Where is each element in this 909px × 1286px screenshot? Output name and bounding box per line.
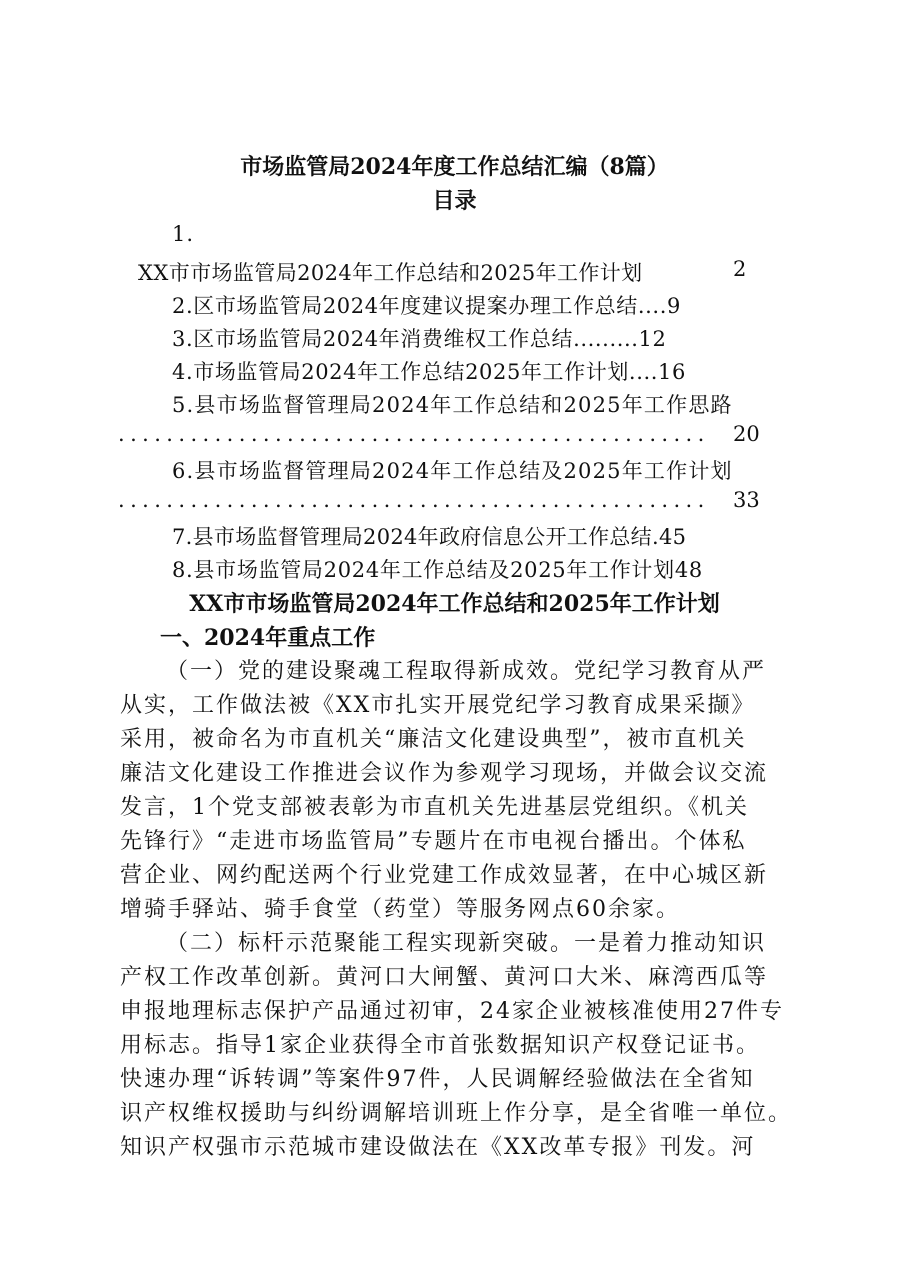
body-line: 产权工作改革创新。黄河口大闸蟹、黄河口大米、麻湾西瓜等 <box>120 965 769 990</box>
toc-item-6-text[interactable]: 6.县市场监督管理局2024年工作总结及2025年工作计划 <box>172 459 733 483</box>
body-line: 增骑手驿站、骑手食堂（药堂）等服务网点60余家。 <box>120 897 680 922</box>
body-line: 廉洁文化建设工作推进会议作为参观学习现场，并做会议交流 <box>120 761 769 786</box>
toc-item-6-page[interactable]: 33 <box>733 488 760 512</box>
toc-item-7[interactable]: 7.县市场监督管理局2024年政府信息公开工作总结.45 <box>172 525 687 549</box>
document-title: 市场监管局2024年度工作总结汇编（8篇） <box>240 154 669 180</box>
body-line: 申报地理标志保护产品通过初审，24家企业被核准使用27件专 <box>120 999 784 1024</box>
body-line: 从实，工作做法被《XX市扎实开展党纪学习教育成果采撷》 <box>120 693 756 718</box>
toc-item-5-page[interactable]: 20 <box>733 422 760 446</box>
body-line: 先锋行》“走进市场监管局”专题片在市电视台播出。个体私 <box>120 829 747 854</box>
body-line: 用标志。指导1家企业获得全市首张数据知识产权登记证书。 <box>120 1033 760 1058</box>
toc-item-1-number[interactable]: 1. <box>172 222 195 246</box>
toc-item-6-leader: ................................................. <box>118 488 710 512</box>
toc-item-1-text[interactable]: XX市市场监管局2024年工作总结和2025年工作计划 <box>138 261 643 285</box>
body-line: 发言，1个党支部被表彰为市直机关先进基层党组织。《机关 <box>120 795 749 820</box>
toc-item-5-leader: ................................................. <box>118 422 710 446</box>
toc-item-1-page[interactable]: 2 <box>733 257 747 281</box>
toc-item-4[interactable]: 4.市场监管局2024年工作总结2025年工作计划....16 <box>172 360 686 384</box>
toc-title: 目录 <box>432 188 477 214</box>
toc-item-2[interactable]: 2.区市场监管局2024年度建议提案办理工作总结....9 <box>172 294 681 318</box>
section-title: XX市市场监管局2024年工作总结和2025年工作计划 <box>189 591 720 617</box>
toc-item-5-text[interactable]: 5.县市场监督管理局2024年工作总结和2025年工作思路 <box>172 393 733 417</box>
toc-item-8[interactable]: 8.县市场监管局2024年工作总结及2025年工作计划48 <box>172 558 703 582</box>
body-line: （一）党的建设聚魂工程取得新成效。党纪学习教育从严 <box>166 659 767 684</box>
body-line: 采用，被命名为市直机关“廉洁文化建设典型”，被市直机关 <box>120 727 747 752</box>
toc-item-3[interactable]: 3.区市场监管局2024年消费维权工作总结.........12 <box>172 327 667 351</box>
body-line: 知识产权强市示范城市建设做法在《XX改革专报》刊发。河 <box>120 1135 756 1160</box>
body-line: 识产权维权援助与纠纷调解培训班上作分享，是全省唯一单位。 <box>120 1101 793 1126</box>
body-line: 快速办理“诉转调”等案件97件，人民调解经验做法在全省知 <box>120 1067 755 1092</box>
body-line: 营企业、网约配送两个行业党建工作成效显著，在中心城区新 <box>120 863 769 888</box>
body-line: （二）标杆示范聚能工程实现新突破。一是着力推动知识 <box>166 931 767 956</box>
heading-key-work-2024: 一、2024年重点工作 <box>160 625 376 651</box>
